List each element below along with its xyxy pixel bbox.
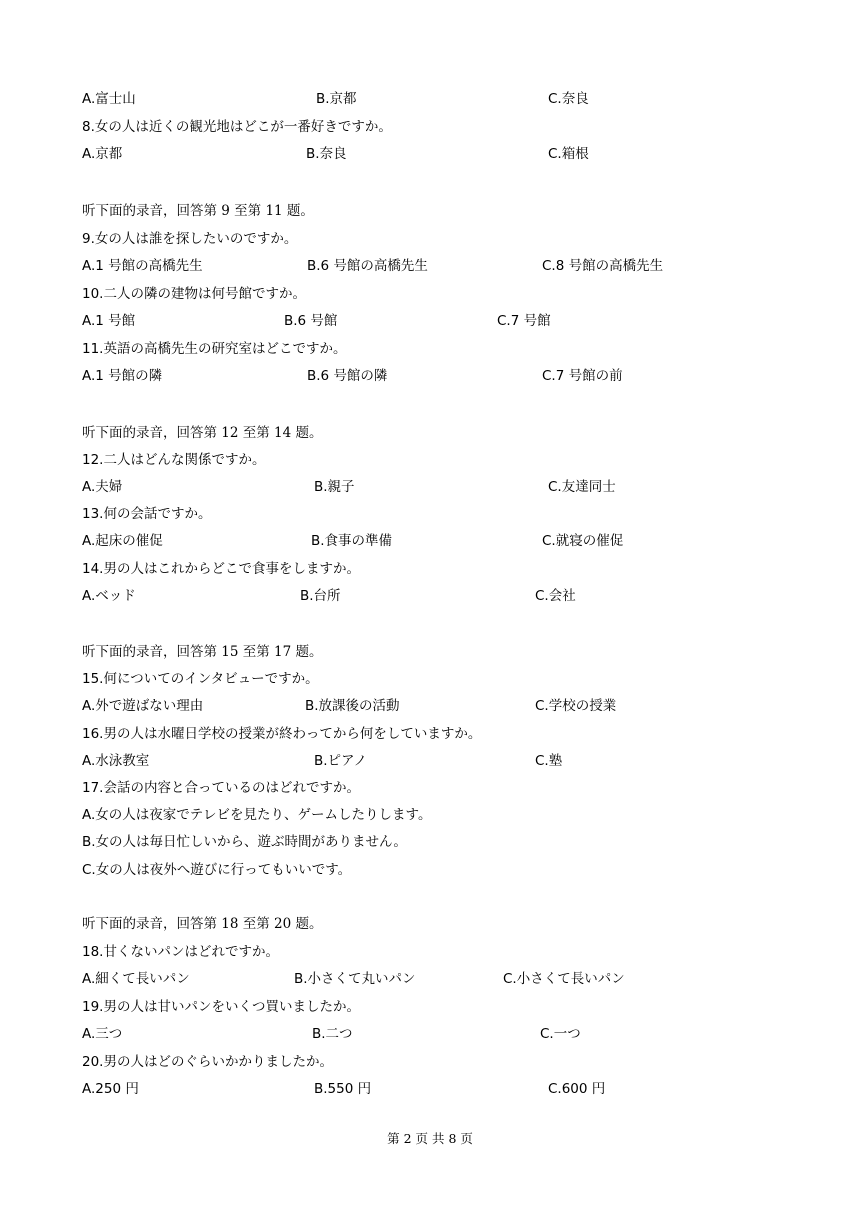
question-text: 16.男の人は水曜日学校の授業が終わってから何をしていますか。 [82,726,482,742]
page-footer: 第 2 页 共 8 页 [387,1131,473,1146]
answer-option: B.6 号館の高橋先生 [307,258,428,274]
answer-option: A.250 円 [82,1081,139,1097]
answer-option: C.学校の授業 [535,698,617,714]
answer-option: A.1 号館の高橋先生 [82,258,203,274]
answer-option: A.起床の催促 [82,533,163,549]
answer-option: B.放課後の活動 [305,698,400,714]
section-heading: 听下面的录音，回答第 12 至第 14 题。 [82,425,323,441]
question-text: 13.何の会話ですか。 [82,506,212,522]
answer-option: B.ピアノ [314,753,367,769]
question-text: A.女の人は夜家でテレビを見たり、ゲームしたりします。 [82,807,432,823]
answer-option: B.小さくて丸いパン [294,971,416,987]
answer-option: B.親子 [314,479,355,495]
answer-option: A.京都 [82,146,123,162]
question-text: 15.何についてのインタビューですか。 [82,671,319,687]
answer-option: B.台所 [300,588,341,604]
answer-option: C.600 円 [548,1081,606,1097]
question-text: B.女の人は毎日忙しいから、遊ぶ時間がありません。 [82,834,407,850]
answer-option: A.三つ [82,1026,123,1042]
answer-option: C.友達同士 [548,479,616,495]
answer-option: C.箱根 [548,146,589,162]
answer-option: C.塾 [535,753,563,769]
question-text: 11.英語の高橋先生の研究室はどこですか。 [82,341,347,357]
question-text: 18.甘くないパンはどれですか。 [82,944,279,960]
question-text: 9.女の人は誰を探したいのですか。 [82,231,298,247]
question-text: 10.二人の隣の建物は何号館ですか。 [82,286,306,302]
answer-option: B.550 円 [314,1081,372,1097]
answer-option: B.奈良 [306,146,347,162]
question-text: 17.会話の内容と合っているのはどれですか。 [82,780,360,796]
answer-option: A.細くて長いパン [82,971,190,987]
question-text: 19.男の人は甘いパンをいくつ買いましたか。 [82,999,360,1015]
question-text: 8.女の人は近くの観光地はどこが一番好きですか。 [82,119,392,135]
answer-option: C.奈良 [548,91,589,107]
answer-option: C.小さくて長いパン [503,971,625,987]
answer-option: A.1 号館の隣 [82,368,163,384]
section-heading: 听下面的录音，回答第 15 至第 17 题。 [82,644,323,660]
answer-option: C.7 号館 [497,313,551,329]
answer-option: B.京都 [316,91,357,107]
answer-option: C.7 号館の前 [542,368,623,384]
question-text: C.女の人は夜外へ遊びに行ってもいいです。 [82,862,352,878]
section-heading: 听下面的录音，回答第 18 至第 20 题。 [82,916,323,932]
answer-option: A.外で遊ばない理由 [82,698,204,714]
answer-option: B.二つ [312,1026,353,1042]
question-text: 14.男の人はこれからどこで食事をしますか。 [82,561,360,577]
answer-option: C.一つ [540,1026,581,1042]
answer-option: C.会社 [535,588,576,604]
answer-option: A.ベッド [82,588,136,604]
answer-option: C.8 号館の高橋先生 [542,258,664,274]
answer-option: A.夫婦 [82,479,123,495]
answer-option: B.食事の準備 [311,533,393,549]
answer-option: A.富士山 [82,91,136,107]
question-text: 20.男の人はどのぐらいかかりましたか。 [82,1054,333,1070]
answer-option: A.1 号館 [82,313,136,329]
answer-option: B.6 号館の隣 [307,368,388,384]
answer-option: C.就寝の催促 [542,533,624,549]
answer-option: A.水泳教室 [82,753,150,769]
answer-option: B.6 号館 [284,313,338,329]
section-heading: 听下面的录音，回答第 9 至第 11 题。 [82,203,314,219]
question-text: 12.二人はどんな関係ですか。 [82,452,266,468]
